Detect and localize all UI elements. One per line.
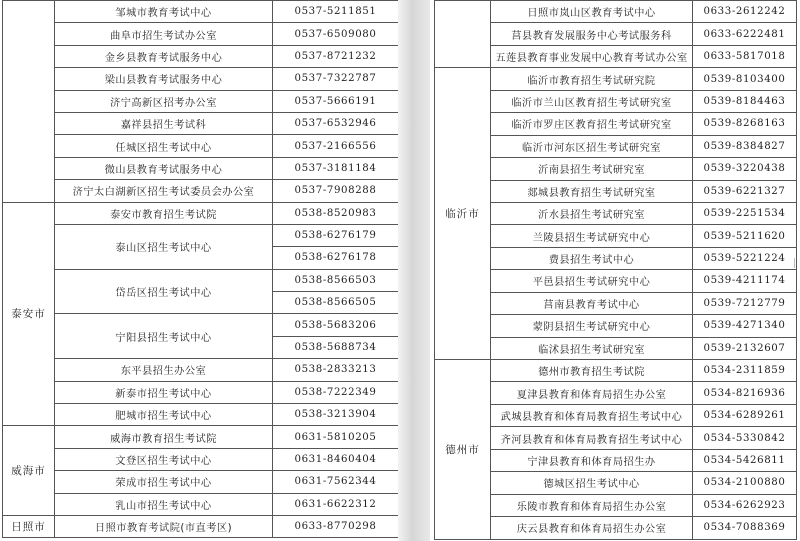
- table-row: [3, 471, 399, 493]
- phone-cell: 0631-5810205: [273, 426, 399, 448]
- organization-cell: 乳山市招生考试中心: [55, 493, 273, 515]
- phone-cell: 0539-8268163: [693, 113, 797, 135]
- phone-cell: 0633-5817018: [693, 45, 797, 67]
- organization-cell: 蒙阴县招生考试研究中心: [491, 315, 693, 337]
- organization-cell: 莒南县教育考试中心: [491, 292, 693, 314]
- phone-cell: 0534-2100880: [693, 472, 797, 494]
- table-row: [3, 493, 399, 515]
- city-cell: 威海市: [3, 426, 55, 516]
- phone-cell: 0534-5426811: [693, 449, 797, 471]
- table-row: [3, 1, 399, 23]
- organization-cell: 临沭县招生考试研究室: [491, 337, 693, 359]
- organization-cell: 莒县教育发展服务中心考试服务科: [491, 23, 693, 45]
- table-row: [3, 359, 399, 381]
- organization-cell: 五莲县教育事业发展中心教育考试办公室: [491, 45, 693, 67]
- table-row: [3, 269, 399, 291]
- organization-cell: 郯城县教育招生考试研究室: [491, 180, 693, 202]
- organization-cell: 沂南县招生考试研究室: [491, 158, 693, 180]
- phone-cell: 0539-8103400: [693, 68, 797, 90]
- phone-cell: 0538-7222349: [273, 381, 399, 403]
- table-row: [3, 45, 399, 67]
- phone-cell: 0537-5666191: [273, 90, 399, 112]
- table-row: [3, 157, 399, 179]
- phone-cell: 0537-6532946: [273, 112, 399, 134]
- organization-cell: 新泰市招生考试中心: [55, 381, 273, 403]
- table-row: [3, 68, 399, 90]
- phone-cell: 0539-2132607: [693, 337, 797, 359]
- city-cell: [435, 1, 491, 68]
- phone-cell: 0539-2251534: [693, 202, 797, 224]
- organization-cell: 武城县教育和体育局教育招生考试中心: [491, 404, 693, 426]
- table-row: [435, 360, 797, 382]
- organization-cell: 德城区招生考试中心: [491, 472, 693, 494]
- phone-cell: 0537-7322787: [273, 68, 399, 90]
- phone-cell: 0539-5221224: [693, 247, 797, 269]
- phone-cell: 0538-6276178: [273, 247, 399, 269]
- organization-cell: 泰山区招生考试中心: [55, 224, 273, 269]
- phone-cell: 0631-6622312: [273, 493, 399, 515]
- organization-cell: 东平县招生办公室: [55, 359, 273, 381]
- phone-cell: 0538-6276179: [273, 224, 399, 246]
- organization-cell: 微山县教育考试服务中心: [55, 157, 273, 179]
- organization-cell: 费县招生考试中心: [491, 247, 693, 269]
- organization-cell: 梁山县教育考试服务中心: [55, 68, 273, 90]
- phone-cell: 0539-3220438: [693, 158, 797, 180]
- table-row: [3, 314, 399, 336]
- left-page: [0, 0, 398, 541]
- table-row: [435, 68, 797, 90]
- organization-cell: 济宁太白湖新区招生考试委员会办公室: [55, 180, 273, 202]
- table-row: [3, 381, 399, 403]
- city-cell: 临沂市: [435, 68, 491, 360]
- phone-cell: 0539-8184463: [693, 90, 797, 112]
- phone-cell: 0537-5211851: [273, 1, 399, 23]
- phone-cell: 0537-3181184: [273, 157, 399, 179]
- organization-cell: 临沂市兰山区教育招生考试研究室: [491, 90, 693, 112]
- organization-cell: 乐陵市教育和体育局招生办公室: [491, 494, 693, 516]
- organization-cell: 沂水县招生考试研究室: [491, 202, 693, 224]
- organization-cell: 邹城市教育考试中心: [55, 1, 273, 23]
- table-row: [3, 112, 399, 134]
- phone-cell: 0539-6221327: [693, 180, 797, 202]
- organization-cell: 德州市教育招生考试院: [491, 360, 693, 382]
- phone-cell: 0534-6262923: [693, 494, 797, 516]
- organization-cell: 临沂市河东区招生考试研究室: [491, 135, 693, 157]
- organization-cell: 金乡县教育考试服务中心: [55, 45, 273, 67]
- city-cell: 日照市: [3, 515, 55, 537]
- organization-cell: 曲阜市招生考试办公室: [55, 23, 273, 45]
- organization-cell: 平邑县招生考试研究中心: [491, 270, 693, 292]
- organization-cell: 岱岳区招生考试中心: [55, 269, 273, 314]
- organization-cell: 日照市岚山区教育考试中心: [491, 1, 693, 23]
- table-row: [3, 515, 399, 537]
- right-page: [430, 0, 800, 541]
- phone-cell: 0631-8460404: [273, 448, 399, 470]
- phone-cell: 0631-7562344: [273, 471, 399, 493]
- phone-cell: 0633-6222481: [693, 23, 797, 45]
- phone-cell: 0534-8216936: [693, 382, 797, 404]
- organization-cell: 荣成市招生考试中心: [55, 471, 273, 493]
- organization-cell: 肥城市招生考试中心: [55, 404, 273, 426]
- book-gutter: [398, 0, 430, 541]
- city-cell: 德州市: [435, 360, 491, 540]
- phone-cell: 0539-7212779: [693, 292, 797, 314]
- organization-cell: 临沂市教育招生考试研究院: [491, 68, 693, 90]
- phone-cell: 0537-7908288: [273, 180, 399, 202]
- table-row: [3, 90, 399, 112]
- table-row: [3, 404, 399, 426]
- table-row: [435, 1, 797, 23]
- phone-cell: 0537-8721232: [273, 45, 399, 67]
- phone-cell: 0534-2311859: [693, 360, 797, 382]
- table-row: [3, 426, 399, 448]
- phone-cell: 0538-5688734: [273, 336, 399, 358]
- organization-cell: 济宁高新区招考办公室: [55, 90, 273, 112]
- table-row: [3, 180, 399, 202]
- organization-cell: 文登区招生考试中心: [55, 448, 273, 470]
- organization-cell: 夏津县教育和体育局招生办公室: [491, 382, 693, 404]
- contact-table-right: [434, 0, 797, 540]
- organization-cell: 宁津县教育和体育局招生办: [491, 449, 693, 471]
- phone-cell: 0537-2166556: [273, 135, 399, 157]
- phone-cell: 0538-8520983: [273, 202, 399, 224]
- contact-table-left: [2, 0, 399, 538]
- organization-cell: 齐河县教育和体育局教育招生考试中心: [491, 427, 693, 449]
- phone-cell: 0538-2833213: [273, 359, 399, 381]
- phone-cell: 0539-8384827: [693, 135, 797, 157]
- organization-cell: 嘉祥县招生考试科: [55, 112, 273, 134]
- organization-cell: 任城区招生考试中心: [55, 135, 273, 157]
- phone-cell: 0534-6289261: [693, 404, 797, 426]
- phone-cell: 0633-2612242: [693, 1, 797, 23]
- city-cell: [3, 1, 55, 203]
- table-row: [3, 202, 399, 224]
- phone-cell: 0633-8770298: [273, 515, 399, 537]
- phone-cell: 0538-8566503: [273, 269, 399, 291]
- page-edge-mark: [794, 258, 798, 268]
- phone-cell: 0538-5683206: [273, 314, 399, 336]
- table-row: [3, 448, 399, 470]
- organization-cell: 临沂市罗庄区教育招生考试研究室: [491, 113, 693, 135]
- table-row: [3, 224, 399, 246]
- organization-cell: 日照市教育考试院(市直考区): [55, 515, 273, 537]
- organization-cell: 宁阳县招生考试中心: [55, 314, 273, 359]
- organization-cell: 泰安市教育招生考试院: [55, 202, 273, 224]
- organization-cell: 兰陵县招生考试研究中心: [491, 225, 693, 247]
- phone-cell: 0538-8566505: [273, 292, 399, 314]
- city-cell: 泰安市: [3, 202, 55, 426]
- table-row: [3, 135, 399, 157]
- organization-cell: 威海市教育招生考试院: [55, 426, 273, 448]
- phone-cell: 0534-5330842: [693, 427, 797, 449]
- table-row: [3, 23, 399, 45]
- phone-cell: 0539-5211620: [693, 225, 797, 247]
- phone-cell: 0539-4271340: [693, 315, 797, 337]
- phone-cell: 0538-3213904: [273, 404, 399, 426]
- organization-cell: 庆云县教育和体育局招生办公室: [491, 517, 693, 539]
- phone-cell: 0539-4211174: [693, 270, 797, 292]
- phone-cell: 0534-7088369: [693, 517, 797, 539]
- phone-cell: 0537-6509080: [273, 23, 399, 45]
